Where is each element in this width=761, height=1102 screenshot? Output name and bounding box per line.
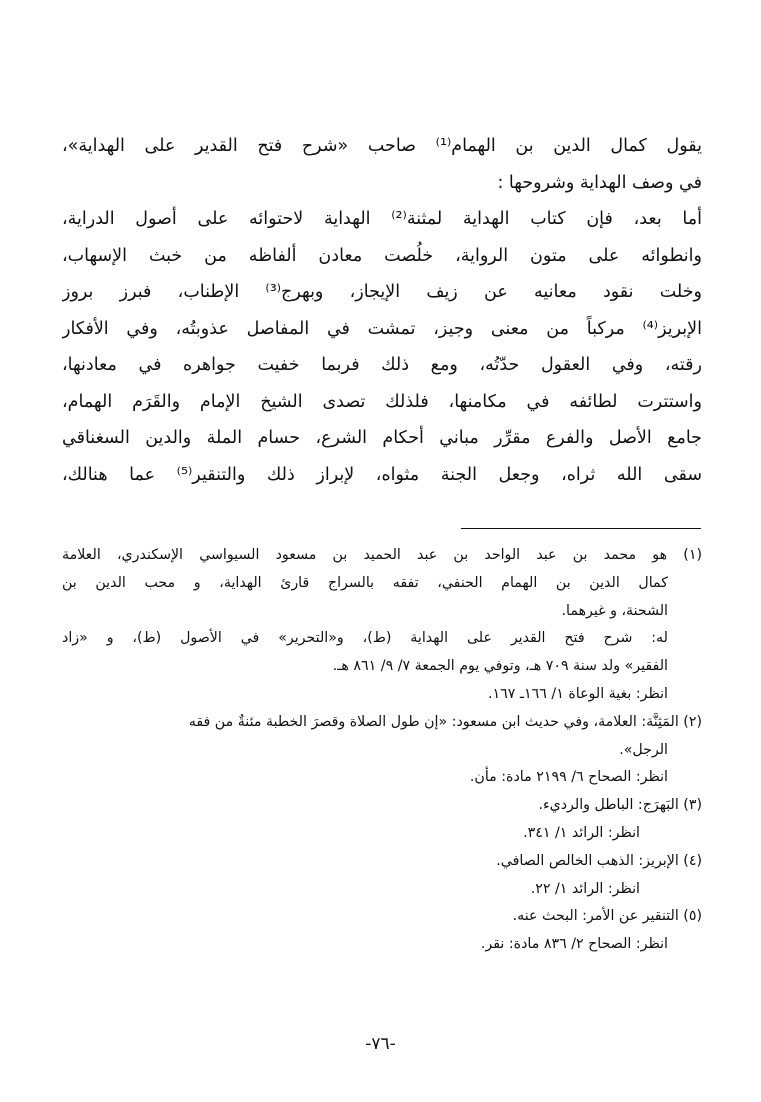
main-text-block	[62, 128, 702, 493]
footnote-line: انظر: الرائد ١/ ٢٢.	[530, 880, 640, 897]
footnote-line: (٤) الإبريز: الذهب الخالص الصافي.	[496, 852, 702, 869]
main-text-line: جامع الأصل والفرع مقرِّر مباني أحكام الشرع، حسام الملة والدين السغناقي	[62, 428, 702, 448]
footnote-line: انظر: الصحاح ٢/ ٨٣٦ مادة: نقر.	[480, 936, 668, 953]
footnote-line: الفقير» ولد سنة ٧٠٩ هـ، وتوفي يوم الجمعة ٧/ ٩/ ٨٦١ هـ.	[332, 658, 668, 675]
footnote-line: (١) هو محمد بن عبد الواحد بن عبد الحميد بن مسعود السيواسي الإسكندري، العلامة	[62, 547, 702, 563]
footnote-line: انظر: الصحاح ٦/ ٢١٩٩ مادة: مأن.	[469, 769, 668, 786]
main-text-line: وانطوائه على متون الرواية، خلُصت معادن ألفاظه من خبث الإسهاب،	[62, 245, 702, 266]
footnote-line: كمال الدين بن الهمام الحنفي، تفقه بالسراج قارئ الهداية، و محب الدين بن	[62, 574, 668, 591]
footnote-line: انظر: بغية الوعاة ١/ ١٦٦ـ ١٦٧.	[487, 685, 668, 702]
footnote-line: (٥) التنقير عن الأمر: البحث عنه.	[512, 908, 702, 925]
main-text-line: سقى الله ثراه، وجعل الجنة مثواه، لإبراز ذلك والتنقير⁽⁵⁾ عما هنالك،	[62, 464, 702, 485]
main-text-line: وخلت نقود معانيه عن زيف الإيجاز، وبهرج⁽³⁾ الإطناب، فبرز بروز	[62, 282, 702, 302]
main-text-line: أما بعد، فإن كتاب الهداية لمثنة⁽²⁾ الهداية لاحتوائه على أصول الدراية،	[62, 209, 702, 229]
footnote-line: (٢) المَثِنَّة: العلامة، وفي حديث ابن مسعود: «إن طول الصلاة وقصرَ الخطبة مئنةٌ من فقه	[188, 713, 702, 730]
footnote-line: (٣) البَهرَج: الباطل والرديء.	[538, 797, 702, 814]
footnote-divider	[461, 528, 701, 529]
footnote-line: له: شرح فتح القدير على الهداية (ط)، و«التحرير» في الأصول (ط)، و «زاد	[62, 630, 668, 647]
main-text-line: في وصف الهداية وشروحها :	[497, 172, 702, 193]
main-text-line: يقول كمال الدين بن الهمام⁽¹⁾ صاحب «شرح فتح القدير على الهداية»،	[62, 136, 702, 156]
page-number: -٧٦-	[365, 1034, 396, 1054]
main-text-line: واستترت لطائفه في مكامنها، فلذلك تصدى الشيخ الإمام والقَرَم الهمام،	[62, 391, 702, 412]
footnote-line: الشحنة، و غيرهما.	[561, 602, 668, 619]
footnote-line: الرجل».	[619, 741, 668, 758]
footnote-line: انظر: الرائد ١/ ٣٤١.	[523, 824, 640, 841]
main-text-line: رقته، وفي العقول حدّتُه، ومع ذلك فربما خفيت جواهره في معادنها،	[62, 355, 702, 375]
main-text-line: الإبريز⁽⁴⁾ مركباً من معنى وجيز، تمشت في المفاصل عذوبتُه، وفي الأفكار	[62, 318, 702, 339]
footnotes-block	[62, 542, 702, 959]
